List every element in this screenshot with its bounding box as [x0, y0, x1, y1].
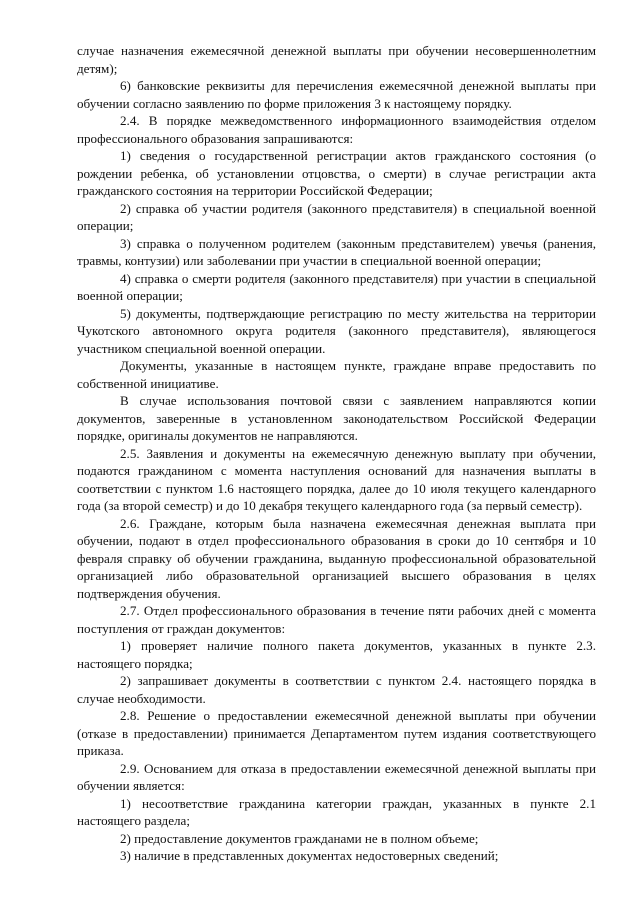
paragraph-2-9: 2.9. Основанием для отказа в предоставлении ежемесячной денежной выплаты при обучении является: — [77, 760, 596, 793]
paragraph-own-initiative: Документы, указанные в настоящем пункте, граждане вправе предоставить по собственной инициативе. — [77, 358, 596, 391]
list-item-request-documents: 2) запрашивает документы в соответствии с пунктом 2.4. настоящего порядка в случае необходимости. — [77, 673, 596, 706]
list-item-registration-documents: 5) документы, подтверждающие регистрацию по месту жительства на территории Чукотского автономного округа родителя (законного представителя), являющегося участником специальной военной операции. — [77, 305, 596, 356]
list-item-injury-certificate: 3) справка о полученном родителем (законным представителем) увечья (ранения, травмы, контузии) или заболевании при участии в специальной военной операции; — [77, 235, 596, 268]
paragraph-2-6: 2.6. Граждане, которым была назначена ежемесячная денежная выплата при обучении, подают в отдел профессионального образования в сроки до 10 сентября и 10 февраля справку об обучении гражданина, выданную профессиональной образовательной организацией либо образовательной организацией высшего образования в целях подтверждения обучения. — [77, 515, 596, 601]
paragraph-2-5: 2.5. Заявления и документы на ежемесячную денежную выплату при обучении, подаются гражданином с момента наступления оснований для назначения выплаты в соответствии с пунктом 1.6 настоящего порядка, далее до 10 июля текущего календарного года (за второй семестр) и до 10 декабря текущего календарного года (за первый семестр). — [77, 445, 596, 513]
document-page — [77, 42, 596, 865]
list-item-death-certificate: 4) справка о смерти родителя (законного представителя) при участии в специальной военной операции; — [77, 270, 596, 303]
list-item-bank-details: 6) банковские реквизиты для перечисления ежемесячной денежной выплаты при обучении согласно заявлению по форме приложения 3 к настоящему порядку. — [77, 78, 596, 111]
paragraph-2-7: 2.7. Отдел профессионального образования в течение пяти рабочих дней с момента поступления от граждан документов: — [77, 603, 596, 636]
paragraph-2-8: 2.8. Решение о предоставлении ежемесячной денежной выплаты при обучении (отказе в предоставлении) принимается Департаментом путем издания соответствующего приказа. — [77, 708, 596, 758]
list-item-check-documents: 1) проверяет наличие полного пакета документов, указанных в пункте 2.3. настоящего порядка; — [77, 638, 596, 671]
list-item-civil-registration: 1) сведения о государственной регистрации актов гражданского состояния (о рождении ребенка, об установлении отцовства, о смерти) в случае регистрации акта гражданского состояния на территории Российской Федерации; — [77, 148, 596, 198]
list-item-false-information: 3) наличие в представленных документах недостоверных сведений; — [120, 848, 499, 863]
paragraph-postal-delivery: В случае использования почтовой связи с заявлением направляются копии документов, заверенные в установленном законодательством Российской Федерации порядке, оригиналы документов не направляются. — [77, 393, 596, 443]
paragraph-continuation: случае назначения ежемесячной денежной выплаты при обучении несовершеннолетним детям); — [77, 43, 596, 76]
list-item-incomplete-documents: 2) предоставление документов гражданами не в полном объеме; — [120, 830, 479, 846]
list-item-participation-certificate: 2) справка об участии родителя (законного представителя) в специальной военной операции; — [77, 200, 596, 233]
list-item-category-mismatch: 1) несоответствие гражданина категории граждан, указанных в пункте 2.1 настоящего раздела; — [77, 795, 596, 828]
paragraph-2-4: 2.4. В порядке межведомственного информационного взаимодействия отделом профессионального образования запрашиваются: — [77, 113, 596, 146]
